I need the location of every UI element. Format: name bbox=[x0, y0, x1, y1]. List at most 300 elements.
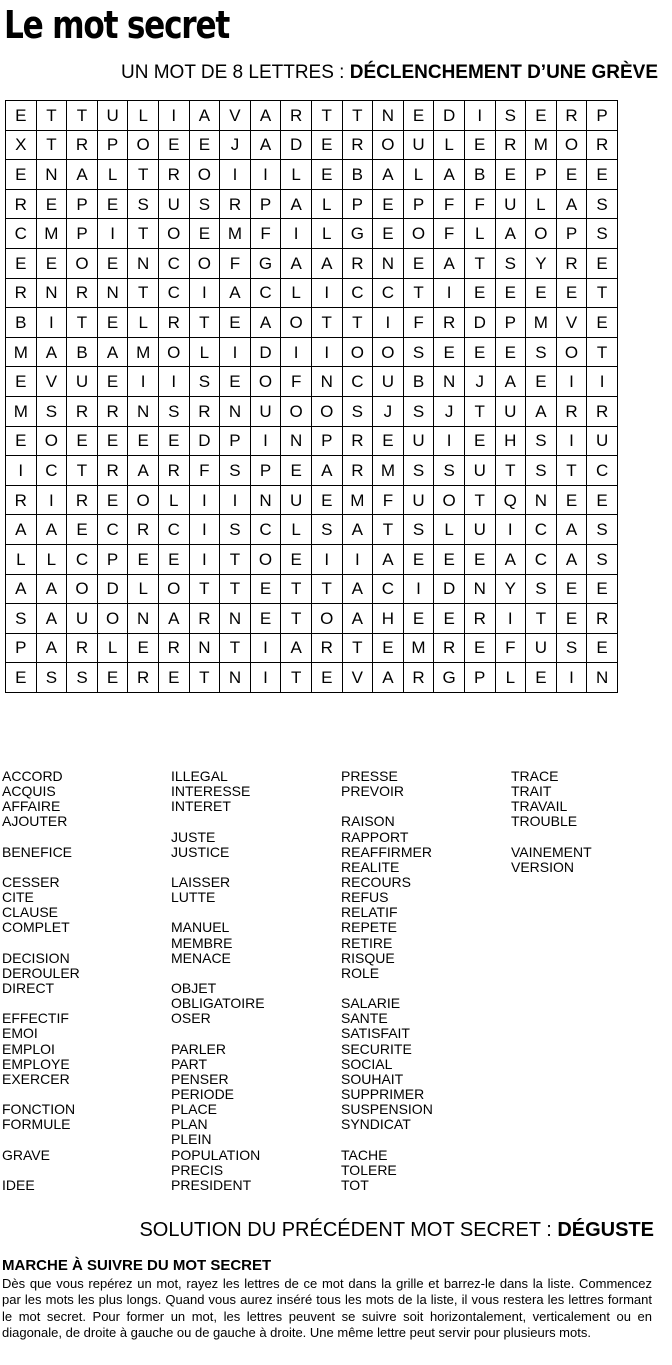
word-list-item[interactable]: REFUS bbox=[341, 889, 389, 906]
word-list-item[interactable]: PARLER bbox=[171, 1040, 226, 1057]
word-list-item[interactable]: PLAN bbox=[171, 1116, 208, 1133]
word-list-item[interactable]: LUTTE bbox=[171, 889, 216, 906]
grid-cell[interactable]: O bbox=[556, 130, 587, 160]
grid-cell[interactable]: O bbox=[311, 396, 342, 426]
grid-cell[interactable]: T bbox=[220, 574, 251, 604]
grid-cell[interactable]: R bbox=[158, 160, 189, 190]
word-list-item[interactable]: ROLE bbox=[341, 964, 380, 981]
grid-cell[interactable]: A bbox=[373, 544, 404, 574]
word-list-item[interactable]: TOLERE bbox=[341, 1161, 397, 1178]
word-list-item[interactable]: EMPLOYE bbox=[2, 1055, 70, 1072]
grid-cell[interactable]: E bbox=[189, 219, 220, 249]
grid-cell[interactable]: U bbox=[67, 604, 98, 634]
grid-cell[interactable]: I bbox=[281, 219, 312, 249]
grid-cell[interactable]: R bbox=[342, 130, 373, 160]
grid-cell[interactable]: A bbox=[6, 574, 37, 604]
grid-cell[interactable]: R bbox=[6, 485, 37, 515]
grid-cell[interactable]: R bbox=[97, 396, 128, 426]
grid-cell[interactable]: P bbox=[250, 189, 281, 219]
grid-cell[interactable]: D bbox=[189, 426, 220, 456]
grid-cell[interactable]: T bbox=[342, 633, 373, 663]
grid-cell[interactable]: G bbox=[342, 219, 373, 249]
grid-cell[interactable]: U bbox=[403, 426, 434, 456]
grid-cell[interactable]: S bbox=[434, 456, 465, 486]
grid-cell[interactable]: P bbox=[6, 633, 37, 663]
grid-cell[interactable]: D bbox=[250, 337, 281, 367]
grid-cell[interactable]: S bbox=[311, 515, 342, 545]
grid-cell[interactable]: A bbox=[495, 544, 526, 574]
grid-cell[interactable]: A bbox=[250, 101, 281, 131]
grid-cell[interactable]: A bbox=[373, 663, 404, 693]
word-list-item[interactable]: RELATIF bbox=[341, 904, 398, 921]
grid-cell[interactable]: A bbox=[97, 337, 128, 367]
grid-cell[interactable]: I bbox=[556, 426, 587, 456]
grid-cell[interactable]: O bbox=[158, 337, 189, 367]
grid-cell[interactable]: M bbox=[342, 485, 373, 515]
word-list-item[interactable]: TROUBLE bbox=[511, 813, 578, 830]
grid-cell[interactable]: R bbox=[67, 130, 98, 160]
grid-cell[interactable]: T bbox=[311, 308, 342, 338]
grid-cell[interactable]: C bbox=[250, 515, 281, 545]
grid-cell[interactable]: R bbox=[495, 130, 526, 160]
grid-cell[interactable]: N bbox=[128, 248, 159, 278]
word-list-item[interactable]: PLEIN bbox=[171, 1131, 212, 1148]
grid-cell[interactable]: E bbox=[495, 160, 526, 190]
grid-cell[interactable]: E bbox=[434, 604, 465, 634]
grid-cell[interactable]: E bbox=[97, 663, 128, 693]
grid-cell[interactable]: F bbox=[434, 189, 465, 219]
word-list-item[interactable]: VERSION bbox=[511, 858, 575, 875]
grid-cell[interactable]: C bbox=[158, 248, 189, 278]
grid-cell[interactable]: T bbox=[220, 633, 251, 663]
grid-cell[interactable]: E bbox=[403, 604, 434, 634]
grid-cell[interactable]: I bbox=[6, 456, 37, 486]
word-list-item[interactable]: DEROULER bbox=[2, 964, 80, 981]
grid-cell[interactable]: M bbox=[6, 396, 37, 426]
grid-cell[interactable]: I bbox=[250, 426, 281, 456]
grid-cell[interactable]: O bbox=[67, 574, 98, 604]
word-list-item[interactable]: OSER bbox=[171, 1010, 211, 1027]
grid-cell[interactable]: D bbox=[434, 101, 465, 131]
grid-cell[interactable]: A bbox=[526, 396, 557, 426]
grid-cell[interactable]: O bbox=[158, 219, 189, 249]
grid-cell[interactable]: E bbox=[67, 515, 98, 545]
grid-cell[interactable]: C bbox=[373, 574, 404, 604]
grid-cell[interactable]: E bbox=[403, 248, 434, 278]
grid-cell[interactable]: T bbox=[128, 278, 159, 308]
grid-cell[interactable]: R bbox=[97, 456, 128, 486]
word-list-item[interactable]: ILLEGAL bbox=[171, 768, 228, 784]
grid-cell[interactable]: R bbox=[128, 663, 159, 693]
grid-cell[interactable]: C bbox=[342, 367, 373, 397]
grid-cell[interactable]: I bbox=[220, 485, 251, 515]
grid-cell[interactable]: A bbox=[495, 219, 526, 249]
word-list-item[interactable]: POPULATION bbox=[171, 1146, 261, 1163]
grid-cell[interactable]: L bbox=[128, 574, 159, 604]
grid-cell[interactable]: I bbox=[373, 308, 404, 338]
grid-cell[interactable]: N bbox=[36, 278, 67, 308]
grid-cell[interactable]: E bbox=[97, 426, 128, 456]
grid-cell[interactable]: S bbox=[587, 544, 618, 574]
grid-cell[interactable]: E bbox=[526, 367, 557, 397]
grid-cell[interactable]: P bbox=[250, 456, 281, 486]
grid-cell[interactable]: R bbox=[587, 604, 618, 634]
grid-cell[interactable]: B bbox=[342, 160, 373, 190]
grid-cell[interactable]: L bbox=[526, 189, 557, 219]
grid-cell[interactable]: F bbox=[373, 485, 404, 515]
grid-cell[interactable]: I bbox=[189, 515, 220, 545]
grid-cell[interactable]: N bbox=[373, 101, 404, 131]
grid-cell[interactable]: N bbox=[220, 604, 251, 634]
grid-cell[interactable]: Y bbox=[526, 248, 557, 278]
grid-cell[interactable]: O bbox=[403, 219, 434, 249]
grid-cell[interactable]: S bbox=[36, 396, 67, 426]
grid-cell[interactable]: I bbox=[495, 515, 526, 545]
grid-cell[interactable]: U bbox=[403, 485, 434, 515]
grid-cell[interactable]: L bbox=[434, 130, 465, 160]
grid-cell[interactable]: R bbox=[158, 308, 189, 338]
grid-cell[interactable]: M bbox=[526, 130, 557, 160]
grid-cell[interactable]: P bbox=[220, 426, 251, 456]
grid-cell[interactable]: I bbox=[403, 574, 434, 604]
grid-cell[interactable]: R bbox=[342, 248, 373, 278]
grid-cell[interactable]: E bbox=[556, 485, 587, 515]
grid-cell[interactable]: E bbox=[158, 544, 189, 574]
grid-cell[interactable]: F bbox=[464, 189, 495, 219]
grid-cell[interactable]: E bbox=[373, 189, 404, 219]
grid-cell[interactable]: I bbox=[342, 544, 373, 574]
grid-cell[interactable]: C bbox=[67, 544, 98, 574]
grid-cell[interactable]: A bbox=[36, 574, 67, 604]
grid-cell[interactable]: I bbox=[495, 604, 526, 634]
grid-cell[interactable]: E bbox=[526, 101, 557, 131]
grid-cell[interactable]: E bbox=[311, 663, 342, 693]
grid-cell[interactable]: I bbox=[36, 485, 67, 515]
grid-cell[interactable]: I bbox=[250, 663, 281, 693]
grid-cell[interactable]: E bbox=[495, 278, 526, 308]
grid-cell[interactable]: A bbox=[189, 101, 220, 131]
word-list-item[interactable]: SUPPRIMER bbox=[341, 1085, 425, 1102]
word-list-item[interactable]: VAINEMENT bbox=[511, 843, 592, 860]
grid-cell[interactable]: T bbox=[342, 101, 373, 131]
grid-cell[interactable]: P bbox=[495, 308, 526, 338]
grid-cell[interactable]: S bbox=[587, 515, 618, 545]
word-list-item[interactable]: CLAUSE bbox=[2, 904, 59, 921]
grid-cell[interactable]: E bbox=[97, 248, 128, 278]
grid-cell[interactable]: E bbox=[158, 426, 189, 456]
grid-cell[interactable]: Q bbox=[495, 485, 526, 515]
grid-cell[interactable]: N bbox=[587, 663, 618, 693]
grid-cell[interactable]: T bbox=[526, 604, 557, 634]
grid-cell[interactable]: T bbox=[281, 663, 312, 693]
word-list-item[interactable]: AJOUTER bbox=[2, 813, 68, 830]
grid-cell[interactable]: I bbox=[281, 337, 312, 367]
grid-cell[interactable]: L bbox=[6, 544, 37, 574]
word-list-item[interactable]: PENSER bbox=[171, 1070, 229, 1087]
word-list-item[interactable]: TACHE bbox=[341, 1146, 388, 1163]
grid-cell[interactable]: F bbox=[403, 308, 434, 338]
grid-cell[interactable]: I bbox=[250, 160, 281, 190]
grid-cell[interactable]: A bbox=[250, 130, 281, 160]
grid-cell[interactable]: S bbox=[36, 663, 67, 693]
word-list-item[interactable]: DIRECT bbox=[2, 979, 55, 996]
word-list-item[interactable]: LAISSER bbox=[171, 873, 231, 890]
word-list-item[interactable]: SECURITE bbox=[341, 1040, 412, 1057]
grid-cell[interactable]: S bbox=[158, 396, 189, 426]
grid-cell[interactable]: I bbox=[220, 337, 251, 367]
grid-cell[interactable]: G bbox=[250, 248, 281, 278]
grid-cell[interactable]: O bbox=[67, 248, 98, 278]
grid-cell[interactable]: R bbox=[67, 396, 98, 426]
grid-cell[interactable]: S bbox=[403, 515, 434, 545]
word-list-item[interactable]: PRECIS bbox=[171, 1161, 224, 1178]
grid-cell[interactable]: E bbox=[128, 426, 159, 456]
grid-cell[interactable]: U bbox=[495, 396, 526, 426]
grid-cell[interactable]: A bbox=[342, 604, 373, 634]
grid-cell[interactable]: H bbox=[495, 426, 526, 456]
grid-cell[interactable]: E bbox=[464, 278, 495, 308]
word-list-item[interactable]: EXERCER bbox=[2, 1070, 70, 1087]
grid-cell[interactable]: I bbox=[36, 308, 67, 338]
grid-cell[interactable]: E bbox=[373, 426, 404, 456]
grid-cell[interactable]: T bbox=[281, 604, 312, 634]
grid-cell[interactable]: N bbox=[434, 367, 465, 397]
word-list-item[interactable]: EFFECTIF bbox=[2, 1010, 69, 1027]
grid-cell[interactable]: N bbox=[464, 574, 495, 604]
grid-cell[interactable]: R bbox=[434, 633, 465, 663]
grid-cell[interactable]: L bbox=[281, 278, 312, 308]
grid-cell[interactable]: E bbox=[281, 544, 312, 574]
grid-cell[interactable]: A bbox=[556, 515, 587, 545]
grid-cell[interactable]: E bbox=[587, 485, 618, 515]
grid-cell[interactable]: S bbox=[556, 633, 587, 663]
grid-cell[interactable]: T bbox=[587, 278, 618, 308]
grid-cell[interactable]: L bbox=[495, 663, 526, 693]
grid-cell[interactable]: S bbox=[189, 189, 220, 219]
word-list-item[interactable]: IDEE bbox=[2, 1176, 35, 1193]
grid-cell[interactable]: I bbox=[158, 367, 189, 397]
grid-cell[interactable]: R bbox=[67, 485, 98, 515]
grid-cell[interactable]: A bbox=[281, 248, 312, 278]
word-list-item[interactable]: SOUHAIT bbox=[341, 1070, 404, 1087]
grid-cell[interactable]: L bbox=[128, 308, 159, 338]
grid-cell[interactable]: B bbox=[67, 337, 98, 367]
grid-cell[interactable]: U bbox=[495, 189, 526, 219]
grid-cell[interactable]: S bbox=[403, 456, 434, 486]
word-list-item[interactable]: PLACE bbox=[171, 1101, 217, 1118]
grid-cell[interactable]: E bbox=[311, 130, 342, 160]
grid-cell[interactable]: E bbox=[495, 337, 526, 367]
grid-cell[interactable]: T bbox=[556, 456, 587, 486]
grid-cell[interactable]: E bbox=[220, 367, 251, 397]
grid-cell[interactable]: L bbox=[464, 219, 495, 249]
grid-cell[interactable]: E bbox=[587, 248, 618, 278]
grid-cell[interactable]: M bbox=[6, 337, 37, 367]
grid-cell[interactable]: P bbox=[556, 219, 587, 249]
grid-cell[interactable]: T bbox=[342, 308, 373, 338]
grid-cell[interactable]: J bbox=[464, 367, 495, 397]
grid-cell[interactable]: M bbox=[403, 633, 434, 663]
grid-cell[interactable]: P bbox=[342, 189, 373, 219]
grid-cell[interactable]: C bbox=[97, 515, 128, 545]
word-list-item[interactable]: CESSER bbox=[2, 873, 60, 890]
word-list-item[interactable]: TRACE bbox=[511, 768, 559, 784]
grid-cell[interactable]: P bbox=[403, 189, 434, 219]
grid-cell[interactable]: R bbox=[403, 663, 434, 693]
grid-cell[interactable]: A bbox=[36, 604, 67, 634]
grid-cell[interactable]: N bbox=[373, 248, 404, 278]
grid-cell[interactable]: R bbox=[67, 633, 98, 663]
grid-cell[interactable]: N bbox=[97, 278, 128, 308]
grid-cell[interactable]: R bbox=[556, 101, 587, 131]
word-list-item[interactable]: COMPLET bbox=[2, 919, 70, 936]
grid-cell[interactable]: L bbox=[281, 160, 312, 190]
grid-cell[interactable]: B bbox=[403, 367, 434, 397]
word-list-item[interactable]: MANUEL bbox=[171, 919, 230, 936]
word-list-item[interactable]: INTERESSE bbox=[171, 783, 251, 800]
word-list-item[interactable]: REAFFIRMER bbox=[341, 843, 432, 860]
grid-cell[interactable]: T bbox=[67, 308, 98, 338]
word-list-item[interactable]: PERIODE bbox=[171, 1085, 235, 1102]
grid-cell[interactable]: E bbox=[556, 574, 587, 604]
word-list-item[interactable]: BENEFICE bbox=[2, 843, 73, 860]
grid-cell[interactable]: S bbox=[6, 604, 37, 634]
grid-cell[interactable]: E bbox=[587, 308, 618, 338]
grid-cell[interactable]: S bbox=[403, 396, 434, 426]
grid-cell[interactable]: S bbox=[403, 337, 434, 367]
word-list-item[interactable]: MENACE bbox=[171, 949, 231, 966]
grid-cell[interactable]: P bbox=[97, 544, 128, 574]
grid-cell[interactable]: M bbox=[526, 308, 557, 338]
grid-cell[interactable]: E bbox=[556, 278, 587, 308]
grid-cell[interactable]: N bbox=[36, 160, 67, 190]
grid-cell[interactable]: E bbox=[373, 633, 404, 663]
grid-cell[interactable]: C bbox=[526, 515, 557, 545]
grid-cell[interactable]: U bbox=[158, 189, 189, 219]
grid-cell[interactable]: D bbox=[281, 130, 312, 160]
grid-cell[interactable]: R bbox=[220, 189, 251, 219]
word-list-item[interactable]: OBLIGATOIRE bbox=[171, 995, 265, 1012]
grid-cell[interactable]: R bbox=[189, 396, 220, 426]
grid-cell[interactable]: N bbox=[220, 396, 251, 426]
grid-cell[interactable]: I bbox=[128, 367, 159, 397]
grid-cell[interactable]: I bbox=[189, 278, 220, 308]
grid-cell[interactable]: F bbox=[189, 456, 220, 486]
grid-cell[interactable]: S bbox=[128, 189, 159, 219]
word-list-item[interactable]: REPETE bbox=[341, 919, 398, 936]
grid-cell[interactable]: R bbox=[556, 396, 587, 426]
grid-cell[interactable]: O bbox=[250, 367, 281, 397]
grid-cell[interactable]: O bbox=[281, 396, 312, 426]
grid-cell[interactable]: J bbox=[220, 130, 251, 160]
word-list-item[interactable]: REALITE bbox=[341, 858, 400, 875]
grid-cell[interactable]: E bbox=[158, 663, 189, 693]
grid-cell[interactable]: R bbox=[342, 456, 373, 486]
grid-cell[interactable]: M bbox=[373, 456, 404, 486]
grid-cell[interactable]: C bbox=[587, 456, 618, 486]
word-list-item[interactable]: MEMBRE bbox=[171, 934, 233, 951]
grid-cell[interactable]: F bbox=[281, 367, 312, 397]
grid-cell[interactable]: R bbox=[189, 604, 220, 634]
grid-cell[interactable]: R bbox=[6, 189, 37, 219]
grid-cell[interactable]: R bbox=[556, 248, 587, 278]
grid-cell[interactable]: T bbox=[189, 308, 220, 338]
word-list-item[interactable]: AFFAIRE bbox=[2, 798, 61, 815]
grid-cell[interactable]: A bbox=[128, 456, 159, 486]
grid-cell[interactable]: N bbox=[281, 426, 312, 456]
word-list-item[interactable]: OBJET bbox=[171, 979, 217, 996]
grid-cell[interactable]: A bbox=[495, 367, 526, 397]
grid-cell[interactable]: T bbox=[36, 130, 67, 160]
grid-cell[interactable]: Y bbox=[495, 574, 526, 604]
grid-cell[interactable]: P bbox=[464, 663, 495, 693]
grid-cell[interactable]: I bbox=[311, 278, 342, 308]
word-list-item[interactable]: ACCORD bbox=[2, 768, 63, 784]
grid-cell[interactable]: T bbox=[311, 574, 342, 604]
grid-cell[interactable]: L bbox=[158, 485, 189, 515]
word-list-item[interactable]: RAPPORT bbox=[341, 828, 409, 845]
grid-cell[interactable]: E bbox=[97, 367, 128, 397]
grid-cell[interactable]: I bbox=[311, 544, 342, 574]
grid-cell[interactable]: A bbox=[373, 160, 404, 190]
grid-cell[interactable]: R bbox=[6, 278, 37, 308]
grid-cell[interactable]: V bbox=[220, 101, 251, 131]
grid-cell[interactable]: A bbox=[36, 633, 67, 663]
grid-cell[interactable]: E bbox=[250, 604, 281, 634]
grid-cell[interactable]: E bbox=[6, 101, 37, 131]
grid-cell[interactable]: L bbox=[434, 515, 465, 545]
grid-cell[interactable]: O bbox=[373, 130, 404, 160]
grid-cell[interactable]: A bbox=[434, 248, 465, 278]
grid-cell[interactable]: E bbox=[464, 633, 495, 663]
grid-cell[interactable]: N bbox=[128, 604, 159, 634]
grid-cell[interactable]: E bbox=[464, 130, 495, 160]
grid-cell[interactable]: E bbox=[464, 544, 495, 574]
grid-cell[interactable]: G bbox=[434, 663, 465, 693]
grid-cell[interactable]: T bbox=[464, 396, 495, 426]
grid-cell[interactable]: P bbox=[67, 219, 98, 249]
grid-cell[interactable]: I bbox=[434, 278, 465, 308]
grid-cell[interactable]: R bbox=[281, 101, 312, 131]
grid-cell[interactable]: E bbox=[250, 574, 281, 604]
grid-cell[interactable]: E bbox=[67, 426, 98, 456]
grid-cell[interactable]: I bbox=[556, 663, 587, 693]
grid-cell[interactable]: O bbox=[556, 337, 587, 367]
grid-cell[interactable]: C bbox=[36, 456, 67, 486]
grid-cell[interactable]: O bbox=[373, 337, 404, 367]
grid-cell[interactable]: O bbox=[311, 604, 342, 634]
grid-cell[interactable]: S bbox=[587, 219, 618, 249]
grid-cell[interactable]: U bbox=[250, 396, 281, 426]
grid-cell[interactable]: O bbox=[128, 130, 159, 160]
grid-cell[interactable]: E bbox=[587, 574, 618, 604]
grid-cell[interactable]: T bbox=[403, 278, 434, 308]
grid-cell[interactable]: T bbox=[311, 101, 342, 131]
word-list-item[interactable]: SATISFAIT bbox=[341, 1025, 410, 1042]
grid-cell[interactable]: S bbox=[220, 456, 251, 486]
grid-cell[interactable]: E bbox=[464, 337, 495, 367]
grid-cell[interactable]: S bbox=[67, 663, 98, 693]
grid-cell[interactable]: A bbox=[6, 515, 37, 545]
grid-cell[interactable]: E bbox=[189, 130, 220, 160]
grid-cell[interactable]: L bbox=[36, 544, 67, 574]
grid-cell[interactable]: L bbox=[97, 160, 128, 190]
word-list-item[interactable]: JUSTICE bbox=[171, 843, 230, 860]
grid-cell[interactable]: E bbox=[281, 456, 312, 486]
word-list-item[interactable]: DECISION bbox=[2, 949, 70, 966]
grid-cell[interactable]: P bbox=[97, 130, 128, 160]
grid-cell[interactable]: E bbox=[36, 248, 67, 278]
